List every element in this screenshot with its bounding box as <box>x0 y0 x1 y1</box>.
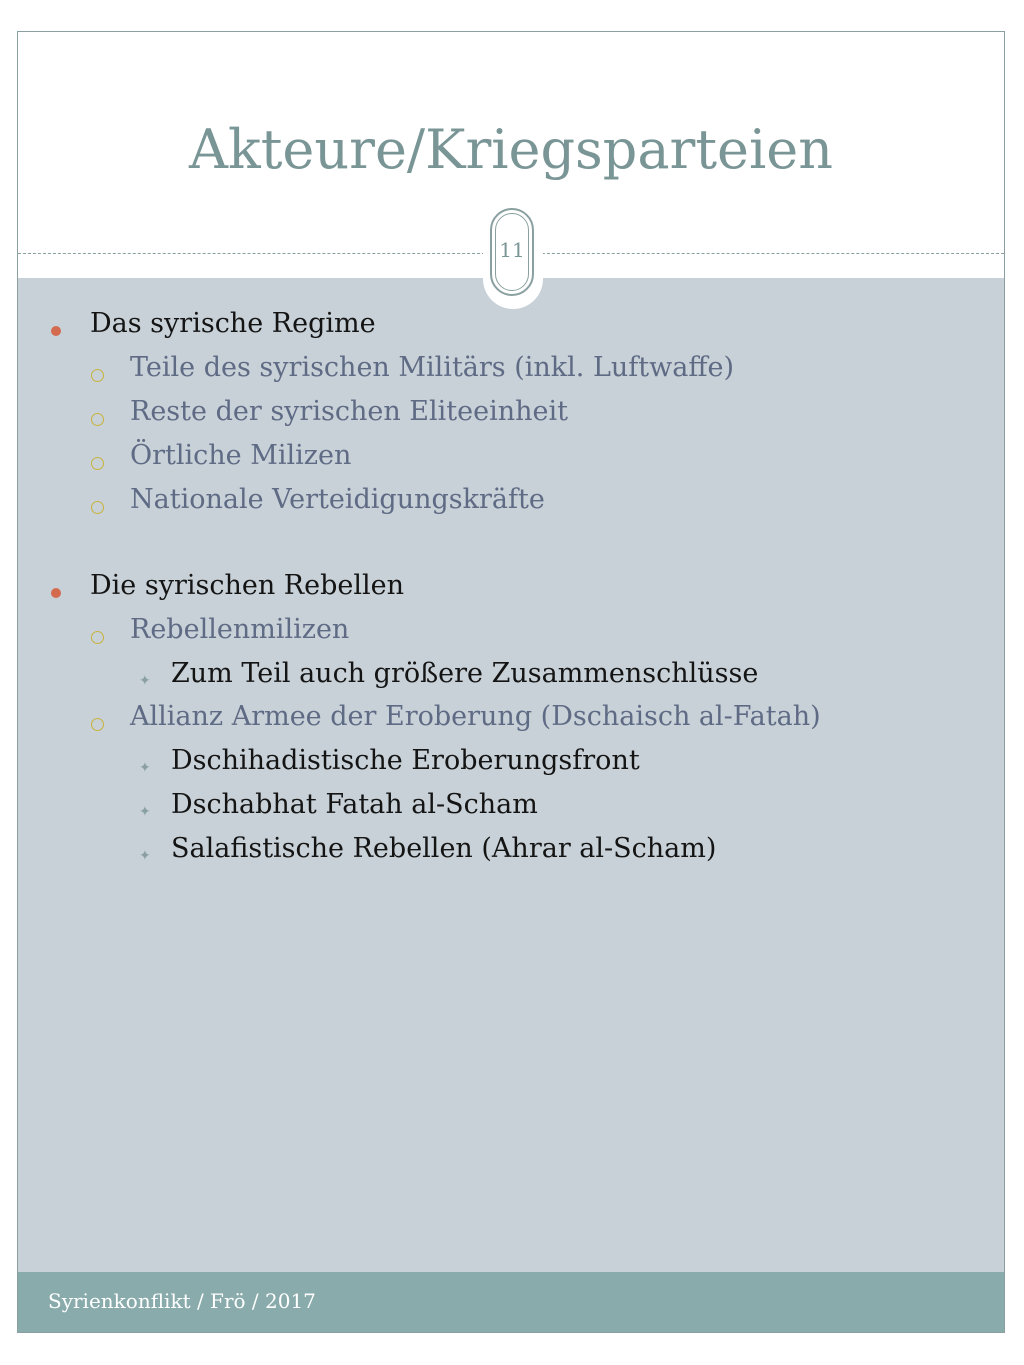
page-number: 11 <box>499 238 525 262</box>
bullet-item-level-2: Nationale Verteidigungskräfte <box>130 484 545 515</box>
filled-circle-bullet-icon <box>51 588 61 598</box>
hollow-circle-bullet-icon <box>91 501 104 514</box>
slide-title: Akteure/Kriegsparteien <box>188 118 834 181</box>
hollow-circle-bullet-icon <box>91 631 104 644</box>
hollow-circle-bullet-icon <box>91 457 104 470</box>
filled-circle-bullet-icon <box>51 326 61 336</box>
hollow-circle-bullet-icon <box>91 413 104 426</box>
bullet-item-level-2: Rebellenmilizen <box>130 614 350 645</box>
four-point-star-bullet-icon: ✦ <box>139 804 151 820</box>
bullet-item-level-1: Das syrische Regime <box>90 308 376 339</box>
footer-text: Syrienkonflikt / Frö / 2017 <box>48 1289 316 1313</box>
bullet-item-level-3: Zum Teil auch größere Zusammenschlüsse <box>171 658 759 689</box>
four-point-star-bullet-icon: ✦ <box>139 673 151 689</box>
four-point-star-bullet-icon: ✦ <box>139 760 151 776</box>
bullet-item-level-2: Örtliche Milizen <box>130 440 352 471</box>
bullet-item-level-3: Dschihadistische Eroberungsfront <box>171 745 640 776</box>
slide <box>17 31 1005 1333</box>
bullet-item-level-2: Reste der syrischen Eliteeinheit <box>130 396 568 427</box>
bullet-item-level-3: Salafistische Rebellen (Ahrar al-Scham) <box>171 833 717 864</box>
hollow-circle-bullet-icon <box>91 369 104 382</box>
bullet-item-level-2: Allianz Armee der Eroberung (Dschaisch al-Fatah) <box>130 701 821 732</box>
bullet-item-level-1: Die syrischen Rebellen <box>90 570 405 601</box>
four-point-star-bullet-icon: ✦ <box>139 848 151 864</box>
bullet-item-level-3: Dschabhat Fatah al-Scham <box>171 789 538 820</box>
bullet-item-level-2: Teile des syrischen Militärs (inkl. Luftwaffe) <box>130 352 735 383</box>
hollow-circle-bullet-icon <box>91 718 104 731</box>
footer-bar <box>18 1272 1004 1333</box>
